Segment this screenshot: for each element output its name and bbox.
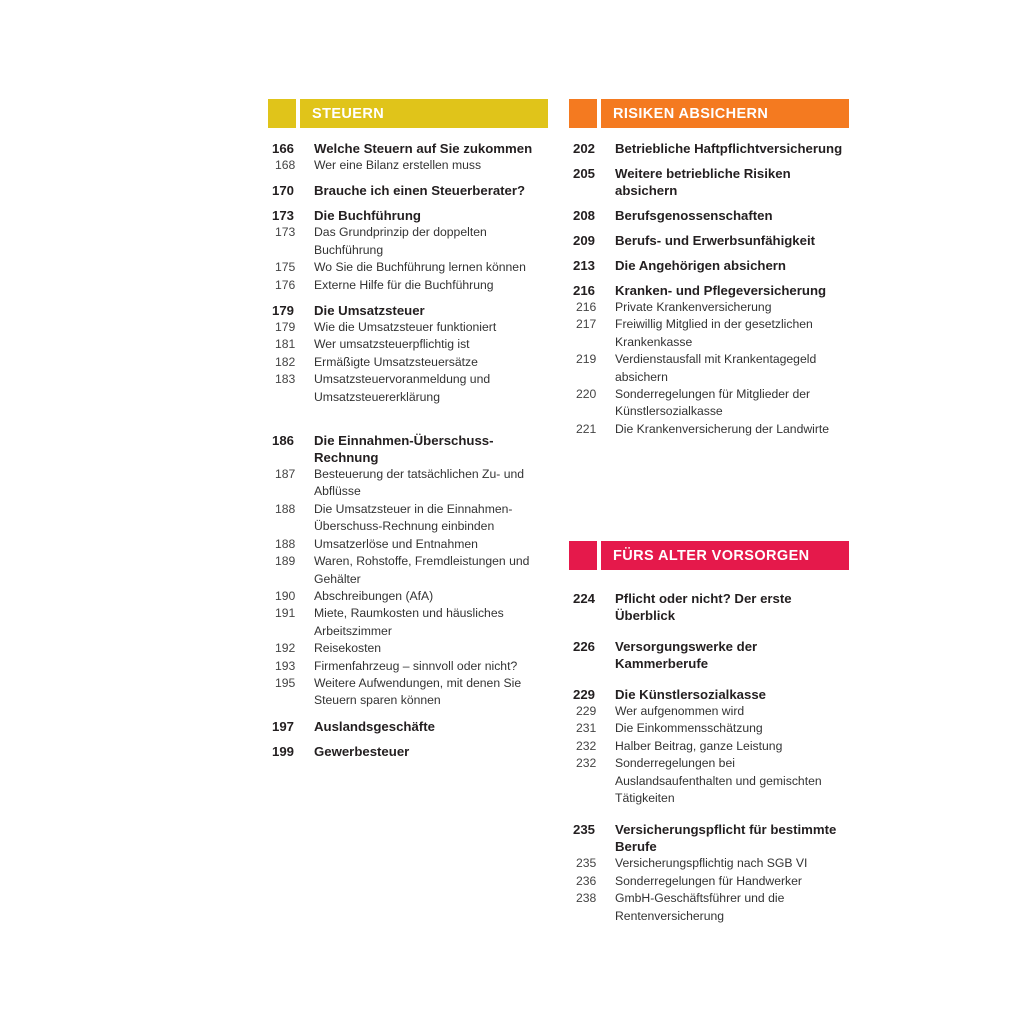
section-risiken <box>569 99 849 438</box>
toc-entry[interactable] <box>569 232 849 249</box>
toc-subentry[interactable] <box>569 890 849 925</box>
entry-title: Die Angehörigen absichern <box>615 258 786 273</box>
page-number: 236 <box>576 873 597 888</box>
page-number: 188 <box>275 536 296 551</box>
entry-title: Sonderregelungen für Handwerker <box>615 873 802 888</box>
toc-entry[interactable] <box>268 743 548 760</box>
toc-subentry[interactable] <box>268 259 548 276</box>
entry-title: Wer aufgenommen wird <box>615 704 745 718</box>
page-number: 170 <box>272 183 295 199</box>
entry-title: Wer eine Bilanz erstellen muss <box>314 158 482 172</box>
page-number: 173 <box>275 225 296 240</box>
section-steuern <box>268 99 548 760</box>
page-number: 179 <box>275 320 296 335</box>
entry-title: Die Künstlersozialkasse <box>615 687 766 702</box>
section-title-bar <box>601 99 849 128</box>
entry-title: Externe Hilfe für die Buchführung <box>314 277 494 292</box>
toc-subentry[interactable] <box>569 855 849 872</box>
entry-title: Kranken- und Pflegeversicherung <box>615 283 827 298</box>
entry-title: Sonderregelungen bei Auslandsaufenthalten und gemischten Tätigkeiten <box>615 756 822 806</box>
page-number: 188 <box>275 501 296 516</box>
section-header-alter <box>569 541 849 570</box>
section-color-swatch <box>569 99 597 128</box>
page-number: 229 <box>576 704 597 718</box>
toc-entry[interactable] <box>569 821 849 855</box>
entry-title: Besteuerung der tatsächlichen Zu- und Abflüsse <box>314 467 525 499</box>
section-color-swatch <box>569 541 597 570</box>
entry-title: Die Krankenversicherung der Landwirte <box>615 421 830 436</box>
page-number: 216 <box>573 283 596 298</box>
entry-title: Umsatzerlöse und Entnahmen <box>314 536 478 551</box>
page-number: 175 <box>275 260 296 275</box>
entry-title: Freiwillig Mitglied in der gesetzlichen Krankenkasse <box>615 317 813 349</box>
toc-entry[interactable] <box>569 590 849 624</box>
toc-entry[interactable] <box>569 686 849 703</box>
page-number: 208 <box>573 208 596 223</box>
entry-title: Umsatzsteuervoranmeldung und Umsatzsteuererklärung <box>314 372 491 404</box>
page-number: 179 <box>272 303 295 319</box>
entry-title: Private Krankenversicherung <box>615 300 772 314</box>
toc-subentry[interactable] <box>268 371 548 406</box>
entry-title: Die Umsatzsteuer <box>314 303 425 319</box>
toc-entry[interactable] <box>569 282 849 299</box>
entry-title: Weitere betriebliche Risiken absichern <box>615 166 791 198</box>
entry-title: Das Grundprinzip der doppelten Buchführung <box>314 225 487 257</box>
toc-subentry[interactable] <box>268 277 548 294</box>
toc-entry[interactable] <box>268 432 548 466</box>
section-title: STEUERN <box>312 105 385 122</box>
page-number: 186 <box>272 433 295 449</box>
page-number: 217 <box>576 317 597 332</box>
page-number: 238 <box>576 891 597 906</box>
toc-subentry[interactable] <box>569 703 849 720</box>
entry-title: Gewerbesteuer <box>314 743 410 759</box>
toc-subentry[interactable] <box>268 640 548 657</box>
page-number: 235 <box>573 822 596 838</box>
toc-subentry[interactable] <box>569 299 849 316</box>
toc-subentry[interactable] <box>268 553 548 588</box>
page-number: 191 <box>275 606 296 621</box>
page-number: 176 <box>275 277 296 292</box>
page-number: 231 <box>576 721 597 736</box>
section-title-bar <box>601 541 849 570</box>
toc-subentry[interactable] <box>268 224 548 259</box>
entry-title: Versicherungspflichtig nach SGB VI <box>615 856 808 871</box>
entry-title: Auslandsgeschäfte <box>314 718 435 734</box>
page-number: 232 <box>576 756 597 771</box>
toc-entry[interactable] <box>268 182 548 199</box>
section-title-bar <box>300 99 548 128</box>
toc-subentry[interactable] <box>268 466 548 501</box>
entry-title: Waren, Rohstoffe, Fremdleistungen und Gehälter <box>314 554 530 586</box>
toc-subentry[interactable] <box>268 157 548 174</box>
section-title: RISIKEN ABSICHERN <box>613 105 769 122</box>
page-number: 213 <box>573 258 596 273</box>
toc-subentry[interactable] <box>569 386 849 421</box>
entry-title: Berufsgenossenschaften <box>615 208 773 223</box>
toc-subentry[interactable] <box>268 658 548 675</box>
toc-subentry[interactable] <box>268 354 548 371</box>
toc-subentry[interactable] <box>268 588 548 605</box>
entry-title: Pflicht oder nicht? Der erste Überblick <box>615 591 792 623</box>
toc-entry[interactable] <box>569 638 849 672</box>
page-number: 173 <box>272 208 295 224</box>
entry-title: GmbH-Geschäftsführer und die Rentenversicherung <box>615 891 785 923</box>
page-number: 232 <box>576 738 597 753</box>
entry-title: Betriebliche Haftpflichtversicherung <box>615 141 843 156</box>
page-number: 189 <box>275 554 296 569</box>
toc-subentry[interactable] <box>569 738 849 755</box>
page-number: 219 <box>576 352 597 367</box>
toc-subentry[interactable] <box>268 536 548 553</box>
page-number: 216 <box>576 300 597 314</box>
entry-title: Miete, Raumkosten und häusliches Arbeitszimmer <box>314 606 504 638</box>
entry-title: Verdienstausfall mit Krankentagegeld absichern <box>615 352 817 384</box>
entry-title: Versorgungswerke der Kammerberufe <box>615 639 758 671</box>
entry-title: Wo Sie die Buchführung lernen können <box>314 260 526 275</box>
page-number: 182 <box>275 354 296 369</box>
page-number: 205 <box>573 166 596 181</box>
entry-title: Wie die Umsatzsteuer funktioniert <box>314 320 497 335</box>
toc-entry[interactable] <box>569 207 849 224</box>
toc-entry[interactable] <box>569 165 849 199</box>
section-header-risiken <box>569 99 849 128</box>
entry-title: Die Buchführung <box>314 208 421 224</box>
toc-subentry[interactable] <box>268 501 548 536</box>
toc-subentry[interactable] <box>268 675 548 710</box>
entry-title: Abschreibungen (AfA) <box>314 588 434 603</box>
toc-subentry[interactable] <box>268 605 548 640</box>
entry-title: Wer umsatzsteuerpflichtig ist <box>314 337 470 352</box>
entry-title: Brauche ich einen Steuerberater? <box>314 183 526 199</box>
page-number: 235 <box>576 856 597 871</box>
entry-title: Welche Steuern auf Sie zukommen <box>314 141 533 156</box>
entry-title: Berufs- und Erwerbsunfähigkeit <box>615 233 816 248</box>
section-title: FÜRS ALTER VORSORGEN <box>613 547 810 564</box>
toc-entry[interactable] <box>569 140 849 157</box>
entry-title: Die Umsatzsteuer in die Einnahmen-Überschuss-Rechnung einbinden <box>314 501 513 534</box>
toc-entry[interactable] <box>268 302 548 319</box>
toc-entry[interactable] <box>268 718 548 735</box>
toc-subentry[interactable] <box>569 316 849 351</box>
entry-title: Reisekosten <box>314 641 382 656</box>
page-number: 229 <box>573 687 596 702</box>
section-alter <box>569 541 849 925</box>
toc-subentry[interactable] <box>569 720 849 737</box>
page-number: 168 <box>275 158 296 172</box>
toc-subentry[interactable] <box>569 873 849 890</box>
page-number: 220 <box>576 387 597 402</box>
toc-subentry[interactable] <box>569 421 849 438</box>
page-number: 195 <box>275 675 296 690</box>
page-number: 193 <box>275 658 296 673</box>
page-number: 197 <box>272 718 295 734</box>
toc-subentry[interactable] <box>268 319 548 336</box>
toc-subentry[interactable] <box>569 755 849 807</box>
entry-title: Die Einkommensschätzung <box>615 721 763 736</box>
entry-title: Firmenfahrzeug – sinnvoll oder nicht? <box>314 658 518 673</box>
page-number: 199 <box>272 743 295 759</box>
page-number: 224 <box>573 591 596 606</box>
entry-title: Weitere Aufwendungen, mit denen Sie Steuern sparen können <box>314 675 522 708</box>
section-header-steuern <box>268 99 548 128</box>
page-number: 209 <box>573 233 596 248</box>
page-number: 166 <box>272 141 295 156</box>
page-number: 221 <box>576 421 597 436</box>
entry-title: Die Einnahmen-Überschuss-Rechnung <box>314 433 494 466</box>
page-number: 226 <box>573 639 596 654</box>
entry-title: Halber Beitrag, ganze Leistung <box>615 738 783 753</box>
entry-title: Ermäßigte Umsatzsteuersätze <box>314 354 478 369</box>
toc-entry[interactable] <box>268 140 548 157</box>
page-number: 183 <box>275 372 296 387</box>
page-number: 192 <box>275 641 296 656</box>
page-number: 190 <box>275 588 296 603</box>
page-number: 181 <box>275 337 296 352</box>
toc-subentry[interactable] <box>268 336 548 353</box>
entry-title: Sonderregelungen für Mitglieder der Künstlersozialkasse <box>615 387 811 419</box>
page-number: 202 <box>573 141 596 156</box>
toc-entry[interactable] <box>268 207 548 224</box>
section-color-swatch <box>268 99 296 128</box>
page-number: 187 <box>275 467 296 482</box>
toc-entry[interactable] <box>569 257 849 274</box>
toc-subentry[interactable] <box>569 351 849 386</box>
entry-title: Versicherungspflicht für bestimmte Berufe <box>615 822 837 855</box>
